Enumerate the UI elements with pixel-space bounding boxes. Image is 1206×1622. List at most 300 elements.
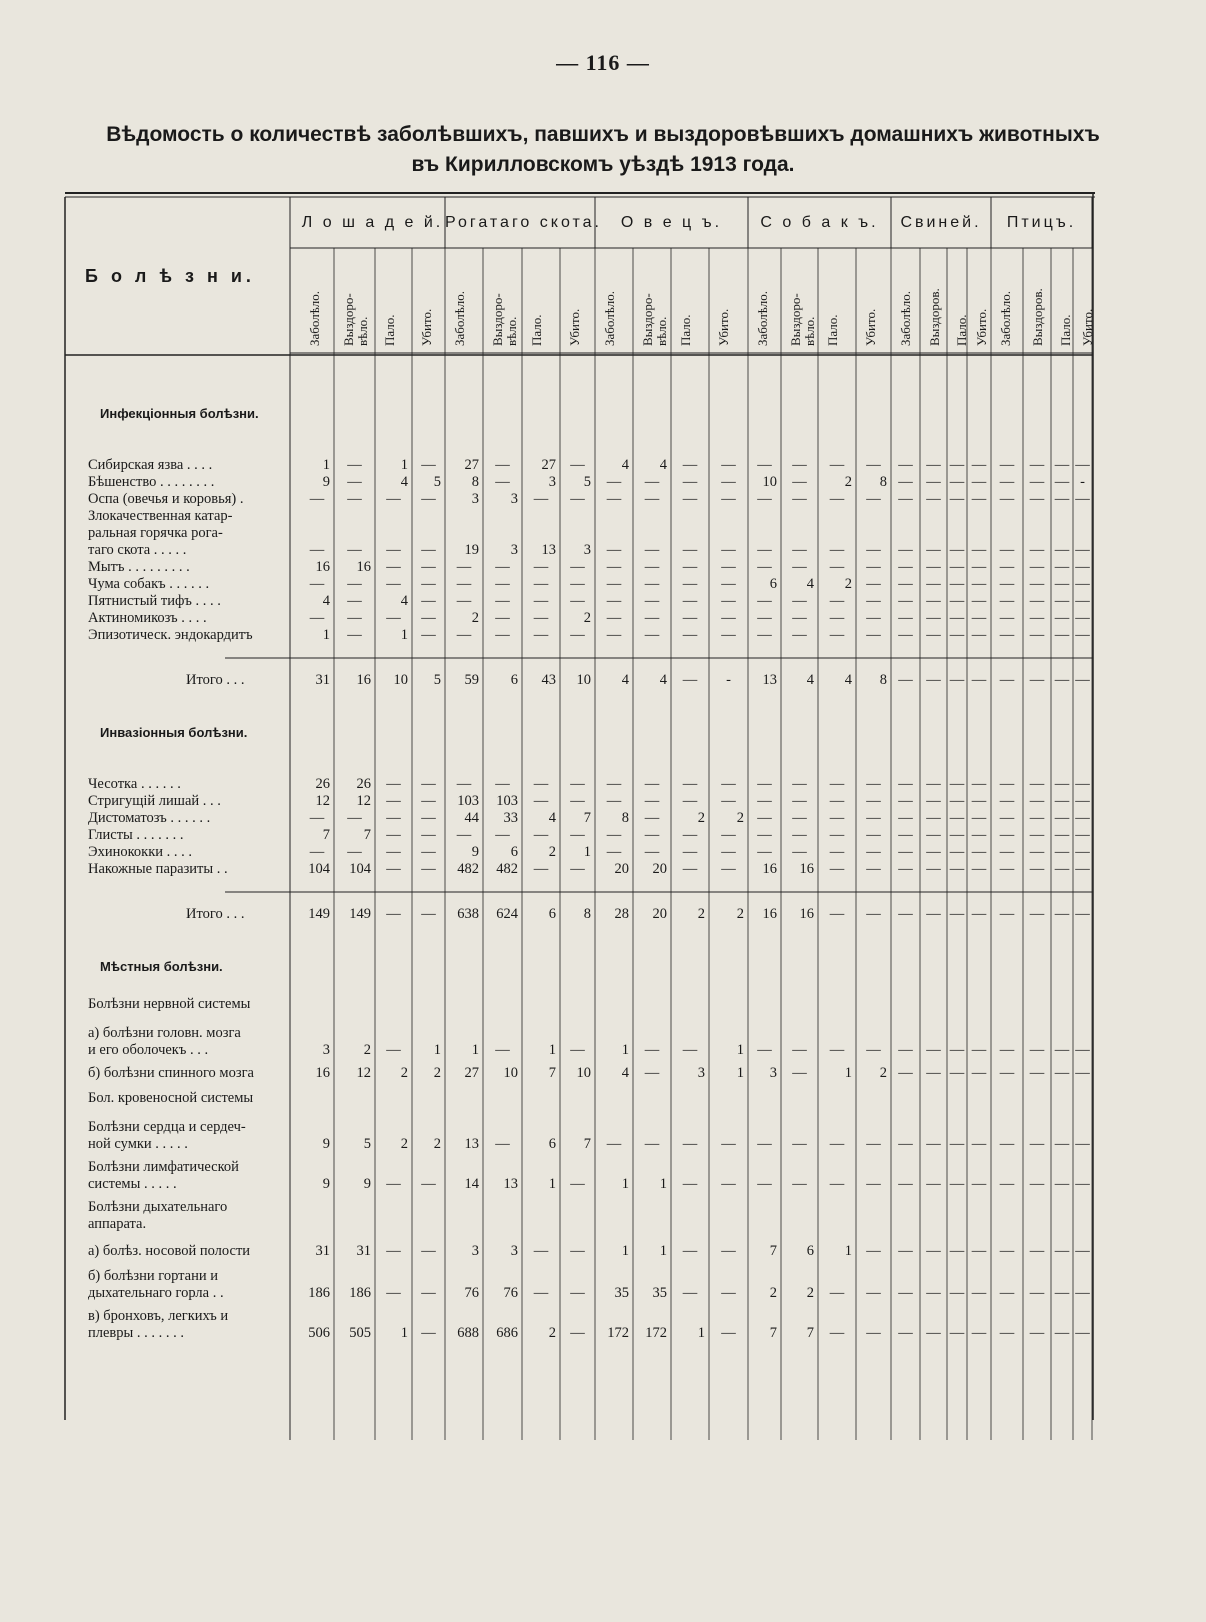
table-cell-dash: —: [682, 1136, 698, 1152]
row-label: в) бронховъ, легкихъ и: [88, 1308, 229, 1324]
table-cell-value: 27: [464, 457, 479, 473]
table-cell-dash: —: [999, 827, 1015, 843]
table-cell-dash: —: [347, 810, 362, 826]
row-label: плевры . . . . . . .: [88, 1325, 185, 1341]
table-cell-dash: —: [1075, 559, 1090, 575]
table-cell-dash: —: [1054, 1065, 1070, 1081]
table-cell-dash: —: [644, 776, 660, 792]
table-cell-dash: —: [926, 576, 941, 592]
table-cell-dash: —: [926, 776, 941, 792]
table-cell-dash: —: [1054, 810, 1070, 826]
table-cell-dash: —: [971, 542, 987, 558]
table-cell-dash: —: [999, 776, 1015, 792]
table-cell-dash: —: [682, 576, 698, 592]
table-cell-value: 5: [583, 474, 591, 490]
column-subheader: Выздоро- вѣло.: [640, 293, 669, 346]
table-cell-dash: —: [866, 1042, 881, 1058]
table-cell-dash: —: [1075, 491, 1090, 507]
table-cell-value: 10: [393, 672, 408, 688]
table-cell-dash: —: [829, 827, 845, 843]
table-cell-dash: —: [1075, 1243, 1090, 1259]
table-cell-dash: —: [949, 810, 965, 826]
table-cell-dash: —: [1075, 542, 1090, 558]
table-cell-dash: —: [792, 491, 807, 507]
table-cell-dash: —: [721, 1243, 736, 1259]
table-cell-value: 2: [433, 1065, 441, 1081]
group-header-2: О в е ц ъ.: [620, 214, 723, 231]
table-cell-dash: —: [926, 457, 941, 473]
table-cell-dash: —: [949, 559, 965, 575]
table-cell-dash: —: [926, 474, 941, 490]
table-cell-dash: —: [1054, 593, 1070, 609]
column-subheader: Выздоро- вѣло.: [341, 293, 370, 346]
table-cell-dash: —: [386, 844, 401, 860]
table-cell-dash: —: [421, 457, 436, 473]
table-cell-dash: —: [1075, 844, 1090, 860]
row-label: Болѣзни сердца и сердеч-: [88, 1119, 246, 1135]
table-cell-dash: —: [757, 457, 772, 473]
table-cell-value: 16: [762, 861, 777, 877]
table-cell-value: 2: [736, 810, 744, 826]
table-cell-dash: —: [456, 576, 472, 592]
column-subheader: Убито.: [974, 308, 989, 346]
table-cell-dash: —: [386, 1176, 401, 1192]
table-cell-dash: —: [999, 861, 1015, 877]
table-cell-value: 16: [356, 559, 371, 575]
section-title: Мѣстныя болѣзни.: [100, 959, 223, 974]
table-cell-dash: —: [682, 1176, 698, 1192]
table-cell-dash: —: [926, 1325, 941, 1341]
table-cell-dash: —: [757, 1042, 772, 1058]
table-cell-dash: —: [949, 593, 965, 609]
row-label: Болѣзни нервной системы: [88, 996, 251, 1012]
table-cell-value: 638: [457, 906, 479, 922]
table-cell-dash: —: [456, 559, 472, 575]
table-cell-dash: —: [792, 593, 807, 609]
table-cell-value: 3: [583, 542, 591, 558]
row-label: Дистоматозъ . . . . . .: [88, 810, 211, 826]
table-cell-value: 4: [400, 593, 408, 609]
table-cell-dash: —: [1054, 844, 1070, 860]
table-cell-dash: —: [495, 457, 510, 473]
table-cell-dash: —: [971, 1042, 987, 1058]
table-cell-dash: —: [386, 793, 401, 809]
table-cell-value: 6: [548, 906, 556, 922]
table-cell-dash: —: [866, 827, 881, 843]
table-cell-dash: —: [1075, 827, 1090, 843]
table-cell-dash: —: [757, 627, 772, 643]
table-cell-dash: —: [829, 793, 845, 809]
table-cell-dash: —: [898, 576, 913, 592]
table-cell-dash: —: [386, 1042, 401, 1058]
table-cell-dash: —: [757, 844, 772, 860]
table-cell-dash: —: [421, 559, 436, 575]
table-cell-value: 3: [510, 1243, 518, 1259]
table-cell-dash: —: [570, 1176, 585, 1192]
table-cell-dash: —: [999, 542, 1015, 558]
column-subheader: Убито.: [567, 308, 582, 346]
table-cell-dash: —: [999, 593, 1015, 609]
row-label: Бол. кровеносной системы: [88, 1090, 254, 1106]
table-cell-dash: —: [1054, 1042, 1070, 1058]
table-cell-dash: —: [949, 906, 965, 922]
table-cell-value: 12: [315, 793, 330, 809]
table-cell-value: 10: [576, 672, 591, 688]
table-cell-dash: —: [1075, 1176, 1090, 1192]
column-subheader: Выздоров.: [927, 288, 942, 346]
table-cell-dash: —: [1029, 1285, 1045, 1301]
table-cell-dash: —: [721, 1136, 736, 1152]
table-cell-dash: —: [644, 1042, 660, 1058]
table-cell-dash: —: [829, 627, 845, 643]
table-cell-dash: —: [829, 844, 845, 860]
table-cell-value: 7: [548, 1065, 556, 1081]
table-cell-dash: —: [926, 793, 941, 809]
row-label: Стригущій лишай . . .: [88, 793, 221, 809]
table-cell-dash: —: [533, 559, 549, 575]
table-cell-value: 59: [464, 672, 479, 688]
table-cell-value: 1: [659, 1176, 667, 1192]
table-cell-dash: —: [1075, 1065, 1090, 1081]
table-cell-dash: —: [866, 861, 881, 877]
table-cell-dash: —: [606, 593, 622, 609]
table-cell-value: 31: [315, 1243, 330, 1259]
table-cell-dash: —: [866, 844, 881, 860]
table-cell-dash: —: [829, 1325, 845, 1341]
table-cell-dash: —: [949, 491, 965, 507]
table-cell-dash: —: [421, 810, 436, 826]
table-cell-value: 1: [621, 1176, 629, 1192]
table-cell-value: 16: [356, 672, 371, 688]
table-cell-dash: —: [829, 610, 845, 626]
table-cell-value: 4: [659, 457, 667, 473]
table-cell-dash: —: [971, 491, 987, 507]
table-cell-value: 506: [308, 1325, 330, 1341]
table-cell-dash: —: [606, 627, 622, 643]
table-cell-dash: —: [898, 542, 913, 558]
table-cell-dash: —: [1054, 474, 1070, 490]
table-cell-value: 8: [879, 474, 887, 490]
table-cell-dash: —: [971, 1243, 987, 1259]
table-cell-dash: —: [971, 593, 987, 609]
table-cell-dash: —: [926, 559, 941, 575]
table-cell-value: 4: [806, 672, 814, 688]
table-cell-dash: —: [309, 576, 325, 592]
table-cell-value: 1: [697, 1325, 705, 1341]
table-cell-value: 9: [322, 1176, 330, 1192]
table-cell-value: 5: [433, 474, 441, 490]
table-cell-dash: —: [866, 610, 881, 626]
row-label: Чума собакъ . . . . . .: [88, 576, 210, 592]
table-cell-dash: —: [999, 1065, 1015, 1081]
row-label: Эпизотическ. эндокардитъ: [88, 627, 253, 643]
table-cell-dash: —: [971, 474, 987, 490]
table-cell-dash: —: [682, 610, 698, 626]
table-cell-dash: —: [971, 793, 987, 809]
table-cell-dash: —: [999, 810, 1015, 826]
table-cell-dash: —: [792, 542, 807, 558]
table-cell-dash: —: [1029, 1136, 1045, 1152]
row-label: б) болѣзни спинного мозга: [88, 1065, 254, 1081]
table-cell-dash: —: [1075, 1285, 1090, 1301]
table-cell-value: 6: [510, 844, 518, 860]
table-cell-dash: —: [999, 1136, 1015, 1152]
table-cell-dash: —: [421, 610, 436, 626]
table-cell-dash: —: [971, 827, 987, 843]
table-cell-dash: —: [971, 627, 987, 643]
table-cell-dash: —: [829, 491, 845, 507]
table-cell-dash: —: [898, 627, 913, 643]
table-cell-value: 688: [457, 1325, 479, 1341]
table-cell-dash: —: [926, 610, 941, 626]
table-cell-dash: —: [606, 1136, 622, 1152]
table-cell-dash: —: [999, 474, 1015, 490]
table-cell-dash: —: [721, 844, 736, 860]
table-cell-dash: —: [971, 1325, 987, 1341]
table-cell-dash: —: [949, 1243, 965, 1259]
table-cell-dash: —: [999, 1325, 1015, 1341]
table-cell-dash: —: [829, 1285, 845, 1301]
table-cell-dash: —: [1054, 1243, 1070, 1259]
column-subheader: Выздоро- вѣло.: [490, 293, 519, 346]
table-cell-value: 3: [322, 1042, 330, 1058]
table-cell-dash: —: [949, 672, 965, 688]
table-cell-value: 7: [769, 1243, 777, 1259]
table-cell-value: 7: [769, 1325, 777, 1341]
table-cell-value: 76: [464, 1285, 479, 1301]
row-label: Чесотка . . . . . .: [88, 776, 181, 792]
table-cell-dash: —: [926, 593, 941, 609]
table-cell-value: 2: [471, 610, 479, 626]
table-cell-dash: —: [1075, 576, 1090, 592]
table-cell-dash: —: [347, 593, 362, 609]
table-cell-dash: —: [866, 627, 881, 643]
table-cell-dash: —: [792, 610, 807, 626]
column-subheader: Заболѣло.: [307, 290, 322, 346]
table-cell-dash: —: [949, 1325, 965, 1341]
table-cell-dash: —: [949, 1136, 965, 1152]
table-cell-dash: —: [999, 793, 1015, 809]
table-cell-value: 16: [315, 1065, 330, 1081]
table-cell-dash: —: [495, 610, 510, 626]
table-cell-dash: —: [386, 610, 401, 626]
table-cell-dash: —: [898, 1325, 913, 1341]
group-header-1: Рогатаго скота.: [445, 214, 602, 231]
table-cell-dash: —: [971, 906, 987, 922]
column-subheader: Пало.: [1058, 314, 1073, 346]
table-cell-dash: —: [792, 810, 807, 826]
table-cell-dash: —: [926, 491, 941, 507]
table-cell-value: 1: [548, 1042, 556, 1058]
diseases-header: Б о л ѣ з н и.: [85, 266, 255, 286]
table-cell-dash: —: [721, 474, 736, 490]
table-cell-dash: —: [1029, 610, 1045, 626]
table-cell-dash: —: [1029, 491, 1045, 507]
table-cell-dash: —: [495, 576, 510, 592]
table-cell-dash: —: [757, 827, 772, 843]
table-cell-value: 2: [697, 906, 705, 922]
table-cell-dash: —: [570, 627, 585, 643]
table-cell-value: 1: [583, 844, 591, 860]
table-cell-dash: —: [386, 542, 401, 558]
table-cell-dash: —: [495, 1136, 510, 1152]
table-cell-dash: —: [606, 576, 622, 592]
table-cell-dash: —: [949, 861, 965, 877]
table-cell-dash: —: [1054, 542, 1070, 558]
table-cell-value: 3: [510, 491, 518, 507]
table-cell-value: 9: [471, 844, 479, 860]
table-cell-dash: —: [606, 793, 622, 809]
total-label: Итого . . .: [186, 672, 245, 688]
table-cell-dash: —: [866, 457, 881, 473]
section-title: Инвазіонныя болѣзни.: [100, 725, 248, 740]
table-cell-value: 1: [548, 1176, 556, 1192]
table-cell-dash: —: [926, 861, 941, 877]
table-cell-dash: —: [1054, 861, 1070, 877]
table-cell-value: 482: [457, 861, 479, 877]
table-cell-value: 1: [736, 1042, 744, 1058]
table-cell-dash: —: [866, 810, 881, 826]
table-cell-dash: —: [757, 793, 772, 809]
table-cell-value: 9: [363, 1176, 371, 1192]
table-cell-dash: —: [721, 793, 736, 809]
table-cell-value: 8: [621, 810, 629, 826]
table-cell-dash: —: [1054, 906, 1070, 922]
table-cell-dash: —: [682, 627, 698, 643]
table-cell-dash: —: [999, 627, 1015, 643]
table-cell-dash: —: [682, 776, 698, 792]
table-cell-dash: —: [829, 559, 845, 575]
table-cell-dash: —: [949, 776, 965, 792]
table-cell-dash: —: [792, 844, 807, 860]
table-cell-dash: —: [829, 593, 845, 609]
table-cell-dash: —: [1075, 810, 1090, 826]
table-cell-value: 1: [736, 1065, 744, 1081]
table-cell-dash: —: [898, 1042, 913, 1058]
table-cell-dash: —: [1075, 1136, 1090, 1152]
table-cell-dash: —: [926, 810, 941, 826]
table-cell-value: 4: [659, 672, 667, 688]
table-cell-dash: —: [533, 793, 549, 809]
table-cell-dash: —: [866, 593, 881, 609]
table-cell-dash: —: [644, 810, 660, 826]
table-cell-dash: —: [999, 844, 1015, 860]
row-label: Пятнистый тифъ . . . .: [88, 593, 221, 609]
table-cell-value: 27: [464, 1065, 479, 1081]
table-cell-dash: —: [757, 1176, 772, 1192]
table-cell-dash: —: [570, 559, 585, 575]
table-cell-dash: —: [347, 576, 362, 592]
table-cell-dash: —: [570, 576, 585, 592]
column-subheader: Убито.: [863, 308, 878, 346]
table-cell-dash: —: [347, 542, 362, 558]
table-cell-dash: —: [606, 491, 622, 507]
table-cell-dash: —: [949, 844, 965, 860]
table-cell-dash: —: [1029, 576, 1045, 592]
table-cell-dash: —: [949, 610, 965, 626]
column-subheader: Пало.: [382, 314, 397, 346]
table-cell-dash: —: [866, 793, 881, 809]
table-cell-value: 172: [607, 1325, 629, 1341]
row-label: Эхинококки . . . .: [88, 844, 192, 860]
table-cell-dash: —: [866, 1176, 881, 1192]
table-cell-dash: —: [1029, 906, 1045, 922]
table-cell-dash: —: [682, 457, 698, 473]
table-cell-dash: —: [495, 827, 510, 843]
table-cell-dash: —: [721, 827, 736, 843]
table-cell-value: 7: [583, 1136, 591, 1152]
table-cell-dash: —: [309, 810, 325, 826]
table-cell-dash: —: [999, 1243, 1015, 1259]
table-cell-dash: —: [421, 627, 436, 643]
table-cell-dash: —: [949, 1042, 965, 1058]
table-cell-value: 2: [433, 1136, 441, 1152]
table-cell-dash: —: [386, 559, 401, 575]
table-cell-dash: —: [949, 1176, 965, 1192]
table-cell-dash: —: [309, 844, 325, 860]
table-cell-dash: —: [926, 1136, 941, 1152]
table-cell-value: 624: [496, 906, 518, 922]
table-cell-dash: —: [792, 627, 807, 643]
table-cell-dash: —: [926, 1285, 941, 1301]
table-cell-dash: —: [866, 1285, 881, 1301]
group-header-3: С о б а к ъ.: [760, 214, 879, 231]
table-cell-value: 1: [659, 1243, 667, 1259]
table-cell-dash: —: [533, 861, 549, 877]
table-cell-dash: —: [971, 672, 987, 688]
table-cell-value: 686: [496, 1325, 518, 1341]
table-cell-dash: —: [829, 906, 845, 922]
table-cell-dash: —: [999, 576, 1015, 592]
table-cell-dash: —: [829, 457, 845, 473]
table-cell-value: 1: [322, 457, 330, 473]
table-cell-dash: —: [1054, 610, 1070, 626]
table-cell-dash: —: [971, 1176, 987, 1192]
group-header-0: Л о ш а д е й.: [301, 214, 444, 231]
table-cell-dash: —: [1029, 810, 1045, 826]
table-cell-dash: —: [721, 610, 736, 626]
table-cell-dash: —: [792, 559, 807, 575]
table-cell-dash: —: [533, 827, 549, 843]
table-cell-dash: —: [1054, 576, 1070, 592]
table-cell-dash: —: [999, 906, 1015, 922]
table-cell-dash: —: [866, 906, 881, 922]
table-cell-value: 16: [315, 559, 330, 575]
table-cell-value: 1: [844, 1065, 852, 1081]
table-cell-dash: —: [644, 559, 660, 575]
table-cell-dash: —: [421, 1243, 436, 1259]
table-cell-dash: —: [606, 827, 622, 843]
table-cell-value: 27: [541, 457, 556, 473]
table-cell-dash: —: [495, 1042, 510, 1058]
table-cell-dash: —: [721, 1285, 736, 1301]
table-cell-dash: -: [726, 672, 731, 688]
table-cell-value: 16: [799, 861, 814, 877]
table-cell-value: 3: [471, 1243, 479, 1259]
table-cell-dash: —: [644, 827, 660, 843]
table-cell-value: 4: [844, 672, 852, 688]
table-cell-dash: —: [456, 776, 472, 792]
table-cell-dash: —: [570, 491, 585, 507]
table-cell-dash: —: [682, 844, 698, 860]
table-cell-value: 2: [769, 1285, 777, 1301]
table-cell-dash: —: [456, 827, 472, 843]
table-cell-value: 3: [510, 542, 518, 558]
group-header-5: Птицъ.: [1006, 214, 1077, 231]
table-cell-dash: —: [682, 542, 698, 558]
table-cell-dash: —: [898, 1176, 913, 1192]
table-cell-dash: —: [456, 593, 472, 609]
